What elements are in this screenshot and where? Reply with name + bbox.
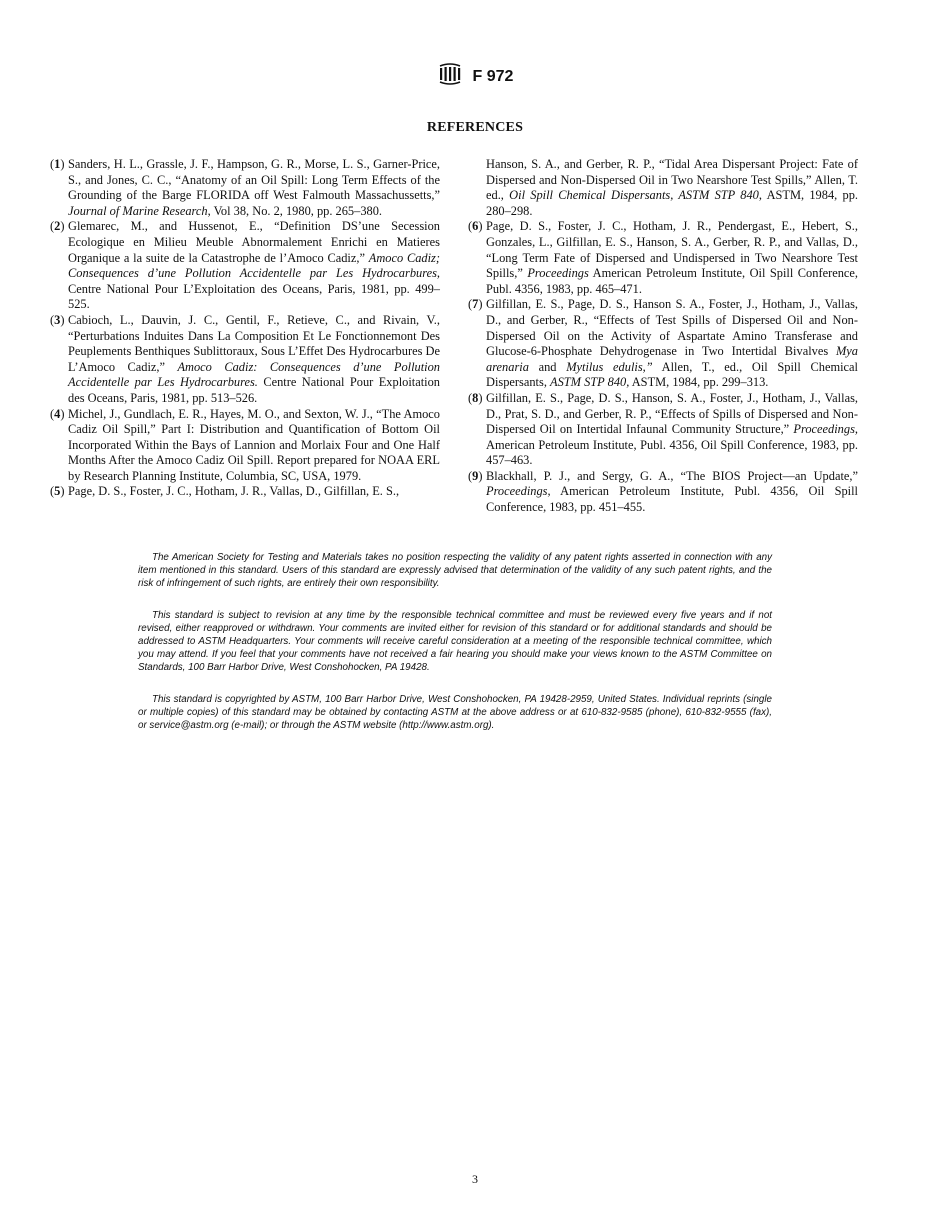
reference-text: Allen, T., ed., Oil Spill Chemical Dispersants, <box>486 359 858 390</box>
reference-text: Gilfillan, E. S., Page, D. S., Hanson S. A., Foster, J., Hotham, J., Vallas, D., and Gerber, R., “Effects of Test Spills of Dispersed Oil and Non-Dispersed Oil on the Activity of Aspartate Amino Transferase and Glucose-6-Phosphate Dehydrogenase in Two Intertidal Bivalves <box>486 297 858 359</box>
reference-continuation <box>468 157 858 219</box>
reference-text: Gilfillan, E. S., Page, D. S., Hanson, S. A., Foster, J., Hotham, J., Vallas, D., Prat, S. D., and Gerber, R. P., “Effects of Spills of Dispersed and Non-Dispersed Oil on Intertidal Infaunal Community Structure,” <box>486 390 858 437</box>
reference-text: Oil Spill Chemical Dispersants, ASTM STP 840 <box>509 188 759 203</box>
reference-number: (5) <box>50 484 65 499</box>
reference-number: (1) <box>50 157 65 171</box>
page-header <box>0 62 950 91</box>
reference-number: (7) <box>468 297 483 312</box>
reference-text: , ASTM, 1984, pp. 280–298. <box>486 188 858 218</box>
page-number: 3 <box>472 1172 478 1186</box>
reference-item <box>468 219 858 297</box>
reference-text: Hanson, S. A., and Gerber, R. P., “Tidal Area Dispersant Project: Fate of Dispersed and Non-Dispersed Oil in Two Nearshore Test Spills,” Allen, T. ed., <box>486 157 858 203</box>
astm-logo-icon <box>437 62 463 91</box>
reference-text: American Petroleum Institute, Publ. 4356, Oil Spill Conference, 1983, pp. 451–455. <box>486 484 858 515</box>
reference-text: Mytilus edulis,” <box>566 359 653 374</box>
reference-text: ASTM, 1984, pp. 299–313. <box>629 375 769 390</box>
reference-text: Blackhall, P. J., and Sergy, G. A., “The BIOS Project—an Update,” <box>486 468 858 483</box>
reference-text: ASTM STP 840, <box>550 375 630 390</box>
reference-item <box>468 297 858 391</box>
reference-text: Journal of Marine Research <box>68 203 208 218</box>
reference-text: Page, D. S., Foster, J. C., Hotham, J. R., Pendergast, E., Hebert, S., Gonzales, L., Gilfillan, E. S., Hanson, S. A., Gerber, R. P., and Vallas, D., “Long Term Fate of Dispersed and Undispersed in Two Nearshore Test Spills,” <box>486 219 858 281</box>
reference-item <box>50 157 440 219</box>
copyright-notice: This standard is copyrighted by ASTM, 100 Barr Harbor Drive, West Conshohocken, PA 19428-2959, United States. Individual reprints (single or multiple copies) of this standard may be obtained by contacting ASTM at the above address or at 610-832-9585 (phone), 610-832-9555 (fax), or service@astm.org (e-mail); or through the ASTM website (http://www.astm.org). <box>138 694 772 731</box>
reference-text: Amoco Cadiz; Consequences d’une Pollution Accidentelle par Les Hydrocarbures, <box>68 250 440 281</box>
reference-text: American Petroleum Institute, Oil Spill Conference, Publ. 4356, 1983, pp. 465–471. <box>486 266 858 296</box>
reference-number: (3) <box>50 312 65 327</box>
reference-text: Mya arenaria <box>486 344 858 374</box>
reference-item <box>468 469 858 516</box>
reference-text: Proceedings, <box>793 422 858 437</box>
reference-text: Sanders, H. L., Grassle, J. F., Hampson, G. R., Morse, L. S., Garner-Price, S., and Jones, C. C., “Anatomy of an Oil Spill: Long Term Effects of the Grounding of the Barge FLORIDA off West Falmouth Massachussetts,” <box>68 157 440 203</box>
reference-text: Proceedings <box>527 266 589 281</box>
references-column-right <box>468 157 858 516</box>
references-heading: REFERENCES <box>426 120 524 135</box>
reference-item <box>50 484 440 500</box>
reference-number: (4) <box>50 406 65 421</box>
reference-text: Page, D. S., Foster, J. C., Hotham, J. R., Vallas, D., Gilfillan, E. S., <box>68 484 400 499</box>
legal-notices <box>138 551 772 751</box>
reference-number: (6) <box>468 219 483 234</box>
reference-text: Glemarec, M., and Hussenot, E., “Definition DS’une Secession Ecologique en Milieu Meuble Abnormalement Enrichi en Matieres Organique a la suite de la Catastrophe de l’Amoco Cadiz,” <box>68 219 440 265</box>
revision-notice: This standard is subject to revision at any time by the responsible technical committee and must be reviewed every five years and if not revised, either reapproved or withdrawn. Your comments are invited either for revision of this standard or for additional standards and should be addressed to ASTM Headquarters. Your comments will receive careful consideration at a meeting of the responsible technical committee, which you may attend. If you feel that your comments have not received a fair hearing you should make your views known to the ASTM Committee on Standards, 100 Barr Harbor Drive, West Conshohocken, PA 19428. <box>138 610 772 673</box>
reference-item <box>50 313 440 407</box>
reference-number: (9) <box>468 468 483 483</box>
reference-text: , Vol 38, No. 2, 1980, pp. 265–380. <box>207 203 383 218</box>
reference-text: and <box>528 359 567 374</box>
reference-number: (8) <box>468 390 483 405</box>
reference-text: Proceedings, <box>486 484 551 499</box>
reference-number: (2) <box>50 219 65 234</box>
reference-text: Michel, J., Gundlach, E. R., Hayes, M. O., and Sexton, W. J., “The Amoco Cadiz Oil Spill,” Part I: Distribution and Quantification of Bottom Oil Incorporated Within the Bays of Lannion and Morlaix Four and One Half Months After the Amoco Cadiz Oil Spill. Report prepared for NOAA ERL by Research Planning Institute, Columbia, SC, USA, 1979. <box>68 406 440 483</box>
references-column-left <box>50 157 440 500</box>
patent-notice: The American Society for Testing and Materials takes no position respecting the validity of any patent rights asserted in connection with any item mentioned in this standard. Users of this standard are expressly advised that determination of the validity of any such patent rights, and the risk of infringement of such rights, are entirely their own responsibility. <box>138 552 772 589</box>
reference-text: American Petroleum Institute, Publ. 4356, Oil Spill Conference, 1983, pp. 457–463. <box>486 437 858 468</box>
reference-text: Cabioch, L., Dauvin, J. C., Gentil, F., Retieve, C., and Rivain, V., “Perturbations Induites Dans La Composition Et Le Fonctionnemont Des Peuplements Benthiques Sublittoraux, Sous L’Effet Des Hydrocarbures De L’Amoco Cadiz,” <box>68 312 440 374</box>
reference-item <box>50 407 440 485</box>
standard-designation: F 972 <box>472 67 514 85</box>
reference-text: Amoco Cadiz: Consequences d’une Pollution Accidentelle par Les Hydrocarbures. <box>68 359 440 390</box>
reference-item <box>50 219 440 313</box>
reference-text: Centre National Pour L’Exploitation des Oceans, Paris, 1981, pp. 499–525. <box>68 281 440 312</box>
reference-text: Centre National Pour Exploitation des Oceans, Paris, 1981, pp. 513–526. <box>68 375 440 405</box>
reference-item <box>468 391 858 469</box>
